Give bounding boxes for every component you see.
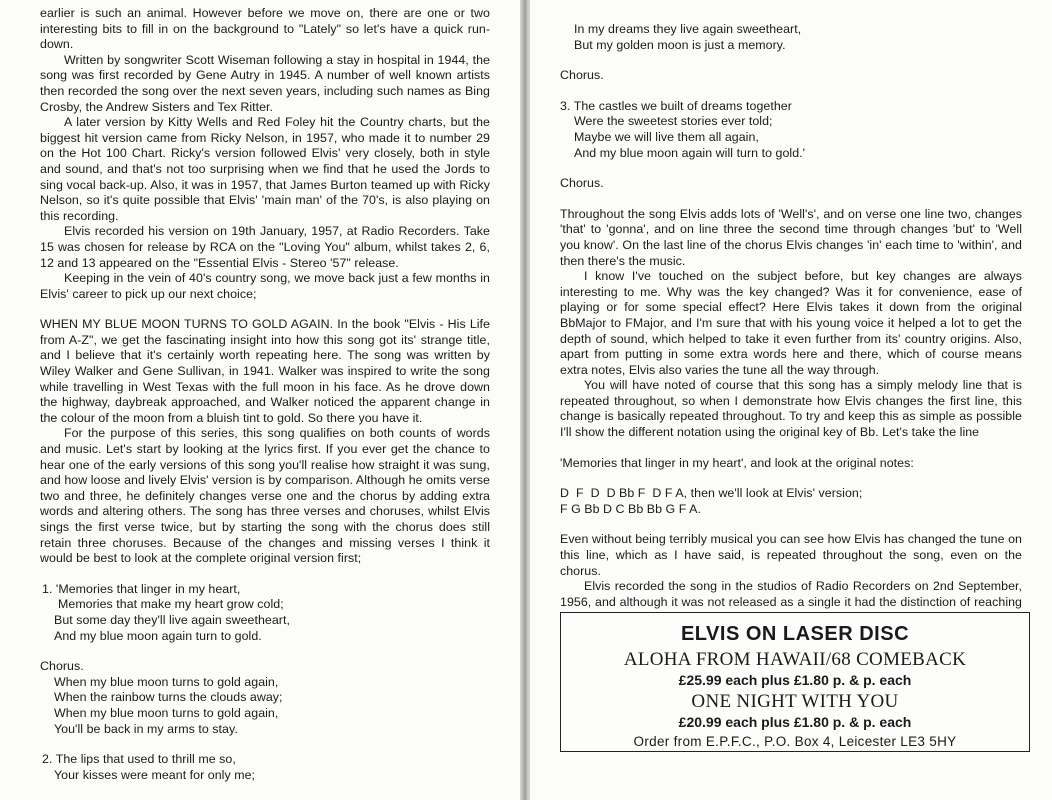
lyric-line: Maybe we will live them all again, (574, 129, 759, 144)
chorus-label: Chorus. (560, 176, 604, 191)
lyrics-verse-2-cont (560, 22, 1022, 53)
lyric-line: You'll be back in my arms to stay. (54, 721, 238, 736)
lyric-line: When my blue moon turns to gold again, (54, 705, 279, 720)
chorus-label: Chorus. (560, 68, 604, 83)
lyrics-verse-1 (40, 582, 490, 644)
lyric-line: 3. The castles we built of dreams together (560, 98, 792, 113)
paragraph-next-choice: Keeping in the vein of 40's country song, we move back just a few months in Elvis' career to pick up our next choice; (40, 271, 490, 301)
paragraph-intro: earlier is such an animal. However before we move on, there are one or two interesting bits to fill in on the background to "Lately" so let's have a quick run-down. (40, 6, 490, 52)
advert-price-1: £25.99 each plus £1.80 p. & p. each (678, 672, 912, 688)
lyric-line: In my dreams they live again sweetheart, (574, 22, 802, 36)
paragraph-recording: Elvis recorded the song in the studios of Radio Recorders on 2nd September, 1956, and although it was not released as a single it had the distinction of reaching (560, 579, 1022, 609)
lyric-line: And my blue moon again turn to gold. (54, 628, 262, 643)
lyric-line: Your kisses were meant for only me; (54, 767, 256, 782)
paragraph-lyrics-intro: For the purpose of this series, this song qualifies on both counts of words and music. Let's start by looking at the lyrics first. If you ever get the chance to hear one of the early versions of this song you'll realise how straight it was sung, and how loose and lively Elvis' version is by comparison. Although he omits verse two and three, he definitely changes verse one and the chorus by adding extra words and altering others. The song has three verses and choruses, whilst Elvis sings the first verse twice, but by starting the song with the chorus does still retain three choruses. Because of the changes and missing verses I think it would be best to look at the complete original version first; (40, 426, 490, 566)
chorus-label-2 (560, 176, 1022, 192)
right-page (530, 0, 1052, 800)
left-column (40, 6, 490, 783)
laser-disc-advert (560, 612, 1030, 752)
lyrics-chorus (40, 659, 490, 737)
advert-product-1: ALOHA FROM HAWAII/68 COMEBACK (623, 649, 967, 670)
paragraph-original-notes: 'Memories that linger in my heart', and look at the original notes: (560, 455, 914, 470)
paragraph-ricky-nelson: A later version by Kitty Wells and Red Foley hit the Country charts, but the biggest hit version came from Ricky Nelson, in 1957, who made it to number 29 on the Hot 100 Chart. Ricky's version followed Elvis' very closely, both in style and sound, and that's not too surprising when we find that he used the Jords to sing vocal back-up. Also, it was in 1957, that James Burton teamed up with Ricky Nelson, so it's quite possible that Elvis' 'main man' of the 70's, is also playing on this recording. (40, 115, 490, 223)
right-column (560, 22, 1022, 626)
paragraph-wiseman: Written by songwriter Scott Wiseman following a stay in hospital in 1944, the song was first recorded by Gene Autry in 1945. A number of well known artists then recorded the song over the next seven years, including such names as Bing Crosby, the Andrew Sisters and Tex Ritter. (40, 52, 490, 114)
chorus-label-1 (560, 68, 1022, 84)
left-page (0, 0, 522, 800)
lyric-line: When my blue moon turns to gold again, (54, 674, 279, 689)
advert-order-address: Order from E.P.F.C., P.O. Box 4, Leicester LE3 5HY (633, 734, 957, 749)
paragraph-radio-recorders: Elvis recorded his version on 19th January, 1957, at Radio Recorders. Take 15 was chosen for release by RCA on the "Loving You" album, whilst takes 2, 6, 12 and 13 appeared on the "Essential Elvis - Stereo '57" release. (40, 224, 490, 270)
lyrics-verse-2 (40, 752, 490, 783)
paragraph-key-change: I know I've touched on the subject before, but key changes are always interesting to me. Why was the key changed? Was it for convenience, ease of playing or for some special effect? Here Elvis takes it down from the original BbMajor to FMajor, and I'm sure that with his young voice it helped a lot to get the depth of sound, which helped to take it even further from its' country origins. Also, apart from putting in some extra words here and there, which of course means extra notes, Elvis also varies the tune all the way through. (560, 269, 1022, 377)
lyric-line: 2. The lips that used to thrill me so, (42, 752, 236, 767)
advert-title: ELVIS ON LASER DISC (680, 623, 910, 645)
lyrics-verse-3 (560, 99, 1022, 161)
notes-elvis: F G Bb D C Bb Bb G F A. (560, 501, 701, 516)
paragraph-wells: Throughout the song Elvis adds lots of 'Well's', and on verse one line two, changes 'that' to 'gonna', and on line three the second time through changes 'but' to 'Well you know'. On the last line of the chorus Elvis changes 'in' each time to 'within', and then there's the music. (560, 206, 1022, 268)
lyric-line: But some day they'll live again sweetheart, (54, 612, 290, 627)
advert-price-2: £20.99 each plus £1.80 p. & p. each (678, 714, 912, 730)
lyric-line: Were the sweetest stories ever told; (574, 114, 773, 129)
lyric-line: But my golden moon is just a memory. (574, 37, 786, 52)
lyric-line: When the rainbow turns the clouds away; (54, 690, 283, 705)
lyric-line: And my blue moon again will turn to gold.' (574, 145, 806, 160)
lyric-line: 1. 'Memories that linger in my heart, (42, 581, 241, 596)
paragraph-melody: You will have noted of course that this song has a simply melody line that is repeated throughout, so when I demonstrate how Elvis changes the first line, this change is basically repeated throughout. To try and keep this as simple as possible I'll show the different notation using the original key of Bb. Let's take the line (560, 378, 1022, 440)
paragraph-blue-moon: WHEN MY BLUE MOON TURNS TO GOLD AGAIN. In the book "Elvis - His Life from A-Z", we get the fascinating insight into how this song got its' strange title, and I believe that it's certainly worth repeating here. The song was written by Wiley Walker and Gene Sullivan, in 1941. Walker was inspired to write the song while travelling in West Texas with the full moon in his face. As he drove down the highway, daybreak approached, and Walker noticed the apparent change in the colour of the moon from a bluish tint to gold. So there you have it. (40, 317, 490, 425)
paragraph-tune-change: Even without being terribly musical you can see how Elvis has changed the tune on this line, which as I have said, is repeated throughout the song, even on the chorus. (560, 532, 1022, 578)
lyric-line: Memories that make my heart grow cold; (58, 597, 284, 612)
notes-original: D F D D Bb F D F A, then we'll look at Elvis' version; (560, 486, 863, 501)
advert-product-2: ONE NIGHT WITH YOU (691, 691, 899, 712)
chorus-label: Chorus. (40, 659, 84, 674)
